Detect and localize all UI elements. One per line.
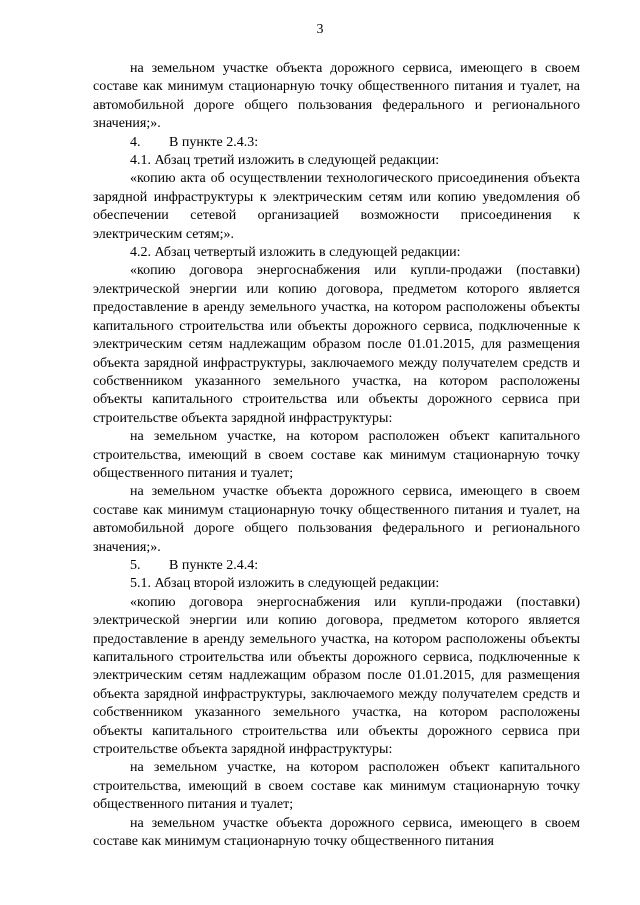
page-number: 3 (316, 22, 324, 37)
paragraph-quote: «копию акта об осуществлении технологического присоединения объекта зарядной инфраструктуры к электрическим сетям или копию уведомления об обеспечении сетевой организацией возможности присоединения к электрическим сетям;». (93, 171, 580, 242)
paragraph-quote: «копию договора энергоснабжения или купли-продажи (поставки) электрической энергии или копию договора, предметом которого является предоставление в аренду земельного участка, на котором расположены объекты капитального строительства или объекты дорожного сервиса, подключенные к электрическим сетям надлежащим образом после 01.01.2015, для размещения объекта зарядной инфраструктуры, заключаемого между получателем средств и собственником указанного земельного участка, на котором расположены объекты капитального строительства или объекты дорожного сервиса при строительстве объекта зарядной инфраструктуры: (93, 594, 580, 758)
subclause-4-1: 4.1. Абзац третий изложить в следующей редакции: (130, 153, 440, 169)
paragraph: на земельном участке, на котором расположен объект капитального строительства, имеющий в своем составе как минимум стационарную точку общественного питания и туалет; (93, 429, 580, 481)
subclause-5-1: 5.1. Абзац второй изложить в следующей редакции: (130, 576, 440, 592)
clause-title: В пункте 2.4.3: (169, 134, 259, 150)
paragraph-quote: «копию договора энергоснабжения или купли-продажи (поставки) электрической энергии или копию договора, предметом которого является предоставление в аренду земельного участка, на котором расположены объекты капитального строительства или объекты дорожного сервиса, подключенные к электрическим сетям надлежащим образом после 01.01.2015, для размещения объекта зарядной инфраструктуры, заключаемого между получателем средств и собственником указанного земельного участка, на котором расположены объекты капитального строительства или объекты дорожного сервиса при строительстве объекта зарядной инфраструктуры: (93, 263, 580, 426)
subclause-4-2: 4.2. Абзац четвертый изложить в следующей редакции: (130, 245, 461, 261)
paragraph: на земельном участке объекта дорожного сервиса, имеющего в своем составе как минимум стационарную точку общественного питания (93, 815, 580, 850)
document-body (93, 60, 580, 851)
clause-number: 5. (130, 557, 141, 573)
clause-title: В пункте 2.4.4: (169, 557, 259, 573)
clause-5-heading (93, 557, 580, 575)
paragraph: на земельном участке, на котором расположен объект капитального строительства, имеющий в своем составе как минимум стационарную точку общественного питания и туалет; (93, 760, 580, 813)
paragraph: на земельном участке объекта дорожного сервиса, имеющего в своем составе как минимум стационарную точку общественного питания и туалет, на автомобильной дороге общего пользования федерального и регионального значения;». (93, 484, 580, 555)
clause-4-heading (93, 134, 580, 152)
paragraph-continuation: на земельном участке объекта дорожного сервиса, имеющего в своем составе как минимум стационарную точку общественного питания и туалет, на автомобильной дороге общего пользования федерального и регионального значения;». (93, 61, 580, 132)
clause-number: 4. (130, 134, 141, 150)
